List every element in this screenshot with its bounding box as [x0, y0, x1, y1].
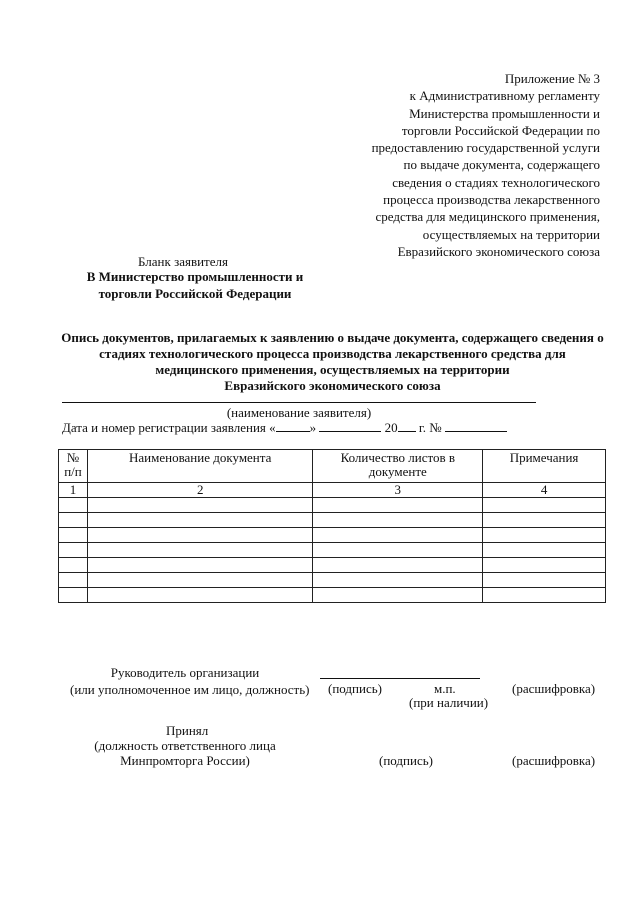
appendix-line: Приложение № 3: [504, 71, 600, 86]
applicant-caption: (наименование заявителя): [226, 405, 372, 420]
table-row[interactable]: [59, 543, 606, 558]
appendix-line: предоставлению государственной услуги: [371, 140, 600, 156]
appendix-line: Министерства промышленности и: [409, 105, 600, 121]
table-cell[interactable]: [59, 528, 88, 543]
appendix-line: сведения о стадиях технологического: [392, 174, 600, 190]
table-cell[interactable]: [483, 558, 606, 573]
table-cell[interactable]: [313, 588, 483, 603]
table-cell[interactable]: [313, 513, 483, 528]
table-cell[interactable]: [483, 543, 606, 558]
table-row[interactable]: [59, 558, 606, 573]
applicant-name-line[interactable]: [62, 402, 536, 403]
column-number: 2: [87, 483, 313, 498]
registration-label: Дата и номер регистрации заявления «: [62, 420, 276, 435]
table-cell[interactable]: [87, 543, 313, 558]
official-title: (должность ответственного лица: [94, 738, 276, 753]
table-cell[interactable]: [59, 573, 88, 588]
col-header-notes: Примечания: [483, 450, 606, 483]
seal-label: м.п.: [434, 681, 456, 696]
table-cell[interactable]: [87, 588, 313, 603]
table-cell[interactable]: [87, 528, 313, 543]
table-row[interactable]: [59, 528, 606, 543]
table-cell[interactable]: [313, 558, 483, 573]
documents-table: [58, 449, 606, 603]
table-cell[interactable]: [59, 513, 88, 528]
registration-line: [62, 419, 507, 436]
head-signature-label: [70, 664, 310, 698]
document-title: [55, 330, 610, 394]
appendix-block: [350, 70, 600, 260]
table-row[interactable]: [59, 588, 606, 603]
table-row[interactable]: [59, 573, 606, 588]
head-signature-caption: (подпись): [328, 681, 382, 696]
table-cell[interactable]: [483, 528, 606, 543]
official-label: [90, 738, 280, 768]
accepted-label: Принял: [166, 723, 209, 738]
title-line: стадиях технологического процесса производства лекарственного средства для: [99, 346, 566, 361]
column-number-row: [59, 483, 606, 498]
col-header-sheet-count: Количество листов в документе: [313, 450, 483, 483]
table-cell[interactable]: [59, 498, 88, 513]
col-header-document-name: Наименование документа: [87, 450, 313, 483]
title-line: Евразийского экономического союза: [224, 378, 441, 393]
reg-month-field[interactable]: [319, 419, 381, 432]
table-cell[interactable]: [483, 573, 606, 588]
blank-label: Бланк заявителя: [138, 254, 228, 269]
table-cell[interactable]: [313, 528, 483, 543]
reg-quote-close: »: [309, 420, 317, 435]
appendix-line: Евразийского экономического союза: [397, 243, 600, 259]
column-number: 4: [483, 483, 606, 498]
official-subtitle: Минпромторга России): [120, 753, 250, 768]
table-cell[interactable]: [59, 558, 88, 573]
reg-number-label: г. №: [418, 420, 442, 435]
column-number: 3: [313, 483, 483, 498]
table-cell[interactable]: [87, 573, 313, 588]
table-header-row: [59, 450, 606, 483]
col-header-number: № п/п: [59, 450, 88, 483]
column-number: 1: [59, 483, 88, 498]
appendix-line: осуществляемых на территории: [422, 226, 600, 242]
reg-number-field[interactable]: [445, 419, 507, 432]
table-cell[interactable]: [483, 588, 606, 603]
recipient-line: В Министерство промышленности и: [86, 269, 304, 284]
recipient-line: торговли Российской Федерации: [98, 286, 292, 301]
reg-day-field[interactable]: [276, 419, 310, 432]
head-decoding-caption: (расшифровка): [512, 681, 596, 696]
head-signature-line[interactable]: [320, 678, 480, 679]
table-cell[interactable]: [313, 543, 483, 558]
table-cell[interactable]: [483, 498, 606, 513]
table-row[interactable]: [59, 513, 606, 528]
table-cell[interactable]: [59, 543, 88, 558]
appendix-line: к Административному регламенту: [409, 88, 600, 104]
table-cell[interactable]: [87, 498, 313, 513]
table-cell[interactable]: [313, 573, 483, 588]
table-row[interactable]: [59, 498, 606, 513]
reg-year-field[interactable]: [398, 419, 416, 432]
official-decoding-caption: (расшифровка): [512, 753, 596, 768]
appendix-line: средства для медицинского применения,: [375, 209, 600, 225]
head-title: Руководитель организации: [110, 665, 260, 680]
appendix-line: торговли Российской Федерации по: [401, 122, 600, 138]
official-signature-caption: (подпись): [379, 753, 433, 768]
appendix-line: процесса производства лекарственного: [383, 192, 600, 208]
title-line: Опись документов, прилагаемых к заявлению о выдаче документа, содержащего сведения о: [61, 330, 604, 345]
table-cell[interactable]: [483, 513, 606, 528]
table-cell[interactable]: [87, 558, 313, 573]
title-line: медицинского применения, осуществляемых на территории: [155, 362, 510, 377]
head-subtitle: (или уполномоченное им лицо, должность): [70, 682, 310, 697]
table-cell[interactable]: [313, 498, 483, 513]
seal-note: (при наличии): [409, 695, 489, 710]
recipient-block: [80, 268, 310, 302]
table-cell[interactable]: [59, 588, 88, 603]
table-cell[interactable]: [87, 513, 313, 528]
reg-year-prefix: 20: [384, 420, 398, 435]
appendix-line: по выдаче документа, содержащего: [403, 157, 600, 173]
